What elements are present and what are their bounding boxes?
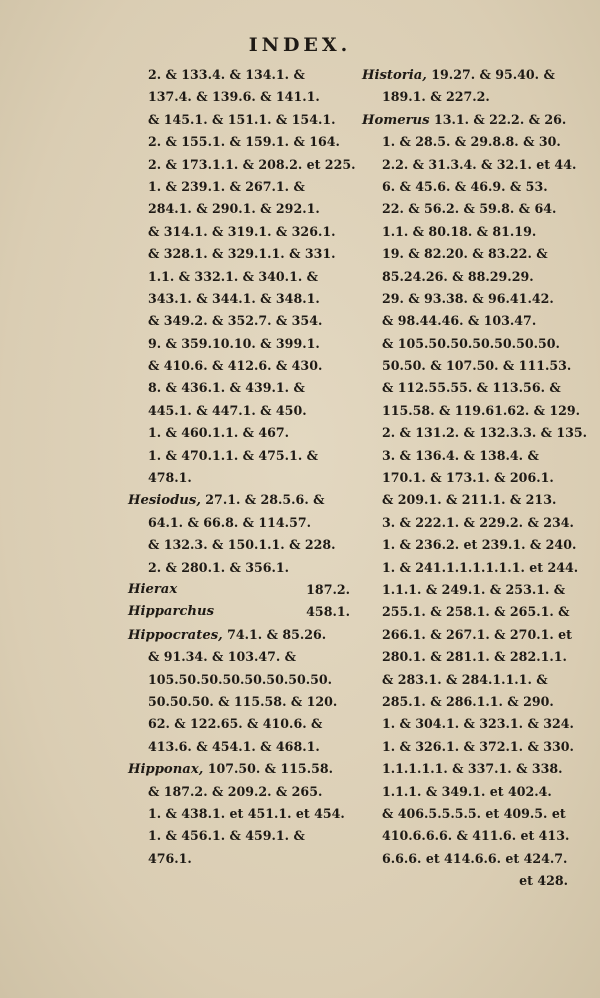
- index-continuation-line: [362, 221, 568, 243]
- index-reference: 343.1. & 344.1. & 348.1.: [148, 290, 320, 306]
- index-reference: & 349.2. & 352.7. & 354.: [148, 313, 323, 329]
- index-entry: [128, 579, 350, 601]
- index-continuation-line: [128, 221, 350, 243]
- index-entry: [128, 489, 350, 511]
- index-reference: 1.1.1. & 349.1. et 402.4.: [382, 783, 552, 799]
- index-reference: 285.1. & 286.1.1. & 290.: [382, 693, 554, 709]
- index-continuation-line: [128, 310, 350, 332]
- index-continuation-line: [362, 758, 568, 780]
- index-reference: 2. & 155.1. & 159.1. & 164.: [148, 134, 340, 150]
- index-reference: 3. & 136.4. & 138.4. &: [382, 447, 539, 463]
- index-entry: [362, 109, 568, 131]
- index-reference: 1. & 470.1.1. & 475.1. &: [148, 447, 318, 463]
- index-continuation-line: [362, 489, 568, 511]
- index-reference: 64.1. & 66.8. & 114.57.: [148, 514, 311, 530]
- index-continuation-line: [362, 400, 581, 422]
- right-column: [362, 64, 588, 892]
- index-continuation-line: [128, 333, 350, 355]
- index-reference: 6. & 45.6. & 46.9. & 53.: [382, 178, 548, 194]
- index-reference: 187.2.: [306, 581, 350, 597]
- index-reference: & 410.6. & 412.6. & 430.: [148, 358, 323, 374]
- index-continuation-line: [128, 198, 350, 220]
- index-continuation-line: [362, 333, 568, 355]
- index-entry: [362, 64, 568, 86]
- index-continuation-line: [128, 534, 350, 556]
- index-reference: 3. & 222.1. & 229.2. & 234.: [382, 514, 574, 530]
- index-term: Hippocrates,: [128, 627, 223, 643]
- index-reference: 1. & 456.1. & 459.1. &: [148, 828, 305, 844]
- index-term: Historia,: [362, 68, 427, 83]
- index-continuation-line: [128, 243, 350, 265]
- index-continuation-line: [128, 266, 350, 288]
- index-continuation-line: [128, 803, 350, 825]
- index-reference: 266.1. & 267.1. & 270.1. et: [382, 626, 572, 642]
- index-continuation-line: [362, 713, 574, 735]
- index-entry: [128, 601, 350, 623]
- index-reference: 50.50.50. & 115.58. & 120.: [148, 693, 338, 709]
- index-continuation-line: [128, 131, 350, 153]
- index-reference: 22. & 56.2. & 59.8. & 64.: [382, 201, 557, 217]
- index-continuation-line: [362, 266, 568, 288]
- index-reference: 8. & 436.1. & 439.1. &: [148, 380, 305, 396]
- index-reference: & 328.1. & 329.1.1. & 331.: [148, 246, 336, 262]
- index-continuation-line: [128, 557, 350, 579]
- index-continuation-line: [128, 154, 356, 176]
- index-continuation-line: [128, 109, 350, 131]
- index-reference: 6.6.6. et 414.6.6. et 424.7.: [382, 850, 568, 866]
- index-continuation-line: [128, 646, 350, 668]
- index-continuation-line: [362, 736, 574, 758]
- index-reference: 1. & 28.5. & 29.8.8. & 30.: [382, 134, 561, 150]
- index-reference: 62. & 122.65. & 410.6. &: [148, 716, 323, 732]
- index-continuation-line: [362, 198, 568, 220]
- index-continuation-line: [362, 512, 574, 534]
- index-reference: & 98.44.46. & 103.47.: [382, 313, 537, 329]
- index-continuation-line: [362, 825, 568, 847]
- index-continuation-line: [362, 243, 568, 265]
- index-continuation-line: [128, 848, 350, 870]
- index-continuation-line: [362, 803, 568, 825]
- index-reference: 74.1. & 85.26.: [227, 626, 327, 642]
- index-reference: & 112.55.55. & 113.56. &: [382, 380, 561, 396]
- index-reference: 170.1. & 173.1. & 206.1.: [382, 470, 554, 486]
- index-reference: & 283.1. & 284.1.1.1. &: [382, 671, 548, 687]
- index-reference: & 105.50.50.50.50.50.50.: [382, 335, 560, 351]
- index-continuation-line: [362, 445, 568, 467]
- index-reference: 2. & 280.1. & 356.1.: [148, 559, 290, 575]
- index-continuation-line: [362, 377, 568, 399]
- index-reference: 189.1. & 227.2.: [382, 89, 490, 105]
- index-reference: 27.1. & 28.5.6. &: [205, 492, 325, 508]
- index-reference: 255.1. & 258.1. & 265.1. &: [382, 604, 570, 620]
- index-term: Hesiodus,: [128, 493, 201, 509]
- index-reference: 2. & 133.4. & 134.1. &: [148, 67, 305, 82]
- index-entry: [128, 624, 350, 646]
- index-continuation-line: [362, 848, 568, 870]
- index-reference: & 132.3. & 150.1.1. & 228.: [148, 537, 336, 553]
- index-reference: 29. & 93.38. & 96.41.42.: [382, 290, 554, 306]
- index-continuation-line: [128, 377, 350, 399]
- index-reference: & 209.1. & 211.1. & 213.: [382, 492, 557, 508]
- index-term: Hipparchus: [128, 604, 215, 620]
- index-reference: & 187.2. & 209.2. & 265.: [148, 783, 323, 799]
- index-reference: 1. & 236.2. et 239.1. & 240.: [382, 537, 577, 553]
- index-reference: 105.50.50.50.50.50.50.50.: [148, 671, 333, 687]
- index-continuation-line: [362, 154, 577, 176]
- index-reference: 1. & 304.1. & 323.1. & 324.: [382, 716, 574, 732]
- index-continuation-line: [128, 176, 350, 198]
- index-continuation-line: [362, 131, 568, 153]
- index-reference: 478.1.: [148, 470, 192, 486]
- index-reference: 2. & 131.2. & 132.3.3. & 135.: [382, 425, 588, 441]
- index-reference: 2.2. & 31.3.4. & 32.1. et 44.: [382, 156, 577, 172]
- index-continuation-line: [362, 86, 568, 108]
- index-continuation-line: [362, 467, 568, 489]
- index-continuation-line: [362, 176, 568, 198]
- index-reference: & 145.1. & 151.1. & 154.1.: [148, 111, 336, 127]
- index-continuation-line: [362, 624, 572, 646]
- index-continuation-line: [128, 355, 350, 377]
- index-continuation-line: [362, 669, 568, 691]
- index-continuation-line: [362, 646, 568, 668]
- index-continuation-line: [128, 781, 350, 803]
- index-reference: 458.1.: [306, 604, 350, 620]
- index-term: Homerus: [362, 112, 430, 128]
- index-reference: et 428.: [519, 873, 568, 889]
- index-continuation-line: [128, 86, 350, 108]
- index-reference: 1. & 460.1.1. & 467.: [148, 425, 290, 441]
- index-continuation-line: [362, 579, 568, 601]
- index-continuation-line: [362, 355, 572, 377]
- index-continuation-line: [362, 691, 568, 713]
- index-continuation-line: [128, 736, 350, 758]
- index-reference: 19.27. & 95.40. &: [431, 67, 555, 82]
- index-reference: 1. & 438.1. et 451.1. et 454.: [148, 805, 345, 821]
- index-entry: [128, 758, 350, 780]
- index-reference: & 406.5.5.5.5. et 409.5. et: [382, 805, 566, 821]
- index-continuation-line: [128, 512, 350, 534]
- index-continuation-line: [128, 445, 350, 467]
- index-continuation-line: [362, 288, 568, 310]
- index-reference: 413.6. & 454.1. & 468.1.: [148, 738, 320, 754]
- index-continuation-line: [362, 310, 568, 332]
- index-continuation-line: [362, 870, 568, 892]
- left-column: [128, 64, 356, 870]
- index-reference: 50.50. & 107.50. & 111.53.: [382, 358, 572, 374]
- index-reference: 280.1. & 281.1. & 282.1.1.: [382, 649, 567, 665]
- index-reference: 1.1. & 80.18. & 81.19.: [382, 223, 537, 239]
- index-reference: 1.1. & 332.1. & 340.1. &: [148, 268, 318, 284]
- index-reference: 445.1. & 447.1. & 450.: [148, 402, 307, 418]
- index-continuation-line: [128, 400, 350, 422]
- index-continuation-line: [362, 422, 588, 444]
- index-term: Hierax: [128, 581, 178, 597]
- index-continuation-line: [362, 534, 577, 556]
- index-continuation-line: [362, 557, 579, 579]
- index-reference: 115.58. & 119.61.62. & 129.: [382, 402, 581, 418]
- index-continuation-line: [128, 422, 350, 444]
- index-continuation-line: [128, 825, 350, 847]
- index-reference: 1.1.1. & 249.1. & 253.1. &: [382, 581, 566, 597]
- index-reference: 1. & 326.1. & 372.1. & 330.: [382, 738, 574, 754]
- index-reference: 1. & 241.1.1.1.1.1.1. et 244.: [382, 559, 579, 575]
- index-continuation-line: [362, 601, 568, 623]
- index-reference: 1.1.1.1.1. & 337.1. & 338.: [382, 761, 563, 777]
- index-continuation-line: [128, 64, 350, 86]
- index-continuation-line: [128, 288, 350, 310]
- index-continuation-line: [128, 669, 350, 691]
- index-continuation-line: [128, 713, 350, 735]
- index-continuation-line: [362, 781, 568, 803]
- index-reference: & 91.34. & 103.47. &: [148, 649, 297, 665]
- index-reference: 476.1.: [148, 850, 192, 866]
- index-reference: 2. & 173.1.1. & 208.2. et 225.: [148, 156, 356, 172]
- index-reference: 13.1. & 22.2. & 26.: [433, 111, 567, 127]
- index-reference: 19. & 82.20. & 83.22. &: [382, 246, 548, 262]
- index-reference: 1. & 239.1. & 267.1. &: [148, 178, 305, 194]
- index-reference: 85.24.26. & 88.29.29.: [382, 268, 534, 284]
- index-reference: 107.50. & 115.58.: [207, 761, 333, 777]
- index-reference: 9. & 359.10.10. & 399.1.: [148, 335, 320, 351]
- index-term: Hipponax,: [128, 762, 204, 778]
- index-reference: 410.6.6.6. & 411.6. et 413.: [382, 828, 570, 844]
- index-continuation-line: [128, 467, 350, 489]
- index-reference: 137.4. & 139.6. & 141.1.: [148, 89, 320, 105]
- index-continuation-line: [128, 691, 350, 713]
- index-reference: & 314.1. & 319.1. & 326.1.: [148, 223, 336, 239]
- index-reference: 284.1. & 290.1. & 292.1.: [148, 201, 320, 217]
- page-header: INDEX.: [248, 34, 352, 56]
